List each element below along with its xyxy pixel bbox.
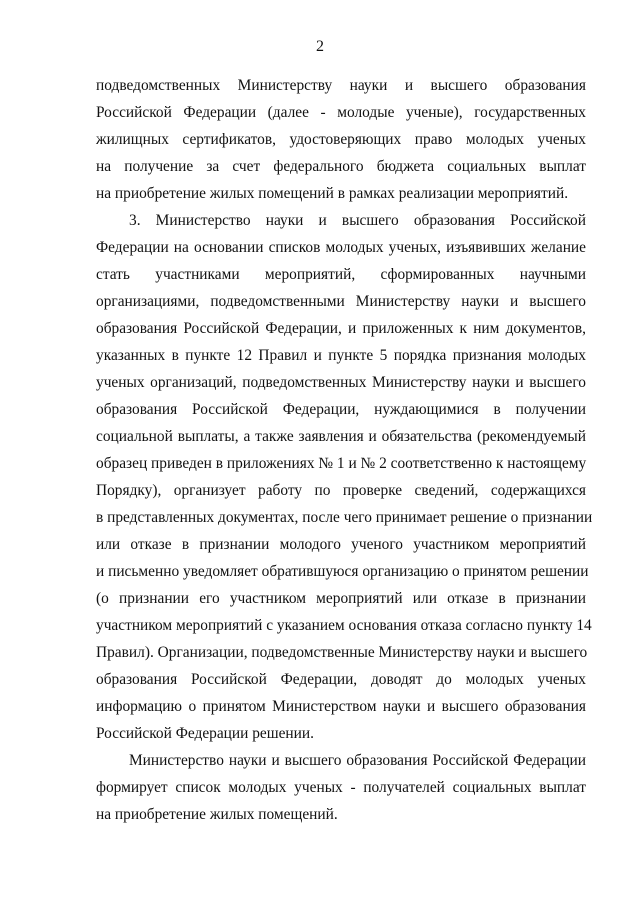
text-line: 3. Министерство науки и высшего образования Российской <box>129 212 586 229</box>
text-line: на приобретение жилых помещений. <box>96 806 338 823</box>
page-number: 2 <box>316 38 324 55</box>
text-line: на приобретение жилых помещений в рамках реализации мероприятий. <box>96 185 569 202</box>
text-line: Федерации на основании списков молодых ученых, изъявивших желание <box>96 239 586 256</box>
text-line: Правил). Организации, подведомственные Министерству науки и высшего <box>96 644 588 661</box>
text-line: образования Российской Федерации, нуждающимися в получении <box>96 401 586 418</box>
text-line: организациями, подведомственными Министерству науки и высшего <box>96 293 586 310</box>
text-line: образец приведен в приложениях № 1 и № 2 соответственно к настоящему <box>96 455 587 472</box>
text-line: указанных в пункте 12 Правил и пункте 5 порядка признания молодых <box>96 347 586 364</box>
text-line: Российской Федерации решении. <box>96 725 314 742</box>
text-line: или отказе в признании молодого ученого участником мероприятий <box>96 536 586 553</box>
text-line: и письменно уведомляет обратившуюся организацию о принятом решении <box>96 563 589 580</box>
text-line: (о признании его участником мероприятий или отказе в признании <box>96 590 586 607</box>
text-line: ученых организаций, подведомственных Министерству науки и высшего <box>96 374 586 391</box>
text-line: образования Российской Федерации, доводят до молодых ученых <box>96 671 586 688</box>
document-body <box>96 72 593 828</box>
text-line: подведомственных Министерству науки и высшего образования <box>96 77 586 94</box>
paragraph-3 <box>96 747 586 828</box>
text-line: в представленных документах, после чего принимает решение о признании <box>96 509 593 526</box>
text-line: формирует список молодых ученых - получателей социальных выплат <box>96 779 586 796</box>
text-line: стать участниками мероприятий, сформированных научными <box>96 266 586 283</box>
paragraph-2 <box>96 207 593 747</box>
text-line: Российской Федерации (далее - молодые ученые), государственных <box>96 104 586 121</box>
text-line: образования Российской Федерации, и приложенных к ним документов, <box>96 320 586 337</box>
text-line: участником мероприятий с указанием основания отказа согласно пункту 14 <box>96 617 592 634</box>
text-line: Порядку), организует работу по проверке сведений, содержащихся <box>96 482 586 499</box>
text-line: информацию о принятом Министерством науки и высшего образования <box>96 698 586 715</box>
text-line: социальной выплаты, а также заявления и обязательства (рекомендуемый <box>96 428 586 445</box>
text-line: на получение за счет федерального бюджета социальных выплат <box>96 158 586 175</box>
text-line: жилищных сертификатов, удостоверяющих право молодых ученых <box>96 131 586 148</box>
text-line: Министерство науки и высшего образования Российской Федерации <box>129 752 586 769</box>
paragraph-1 <box>96 72 586 207</box>
